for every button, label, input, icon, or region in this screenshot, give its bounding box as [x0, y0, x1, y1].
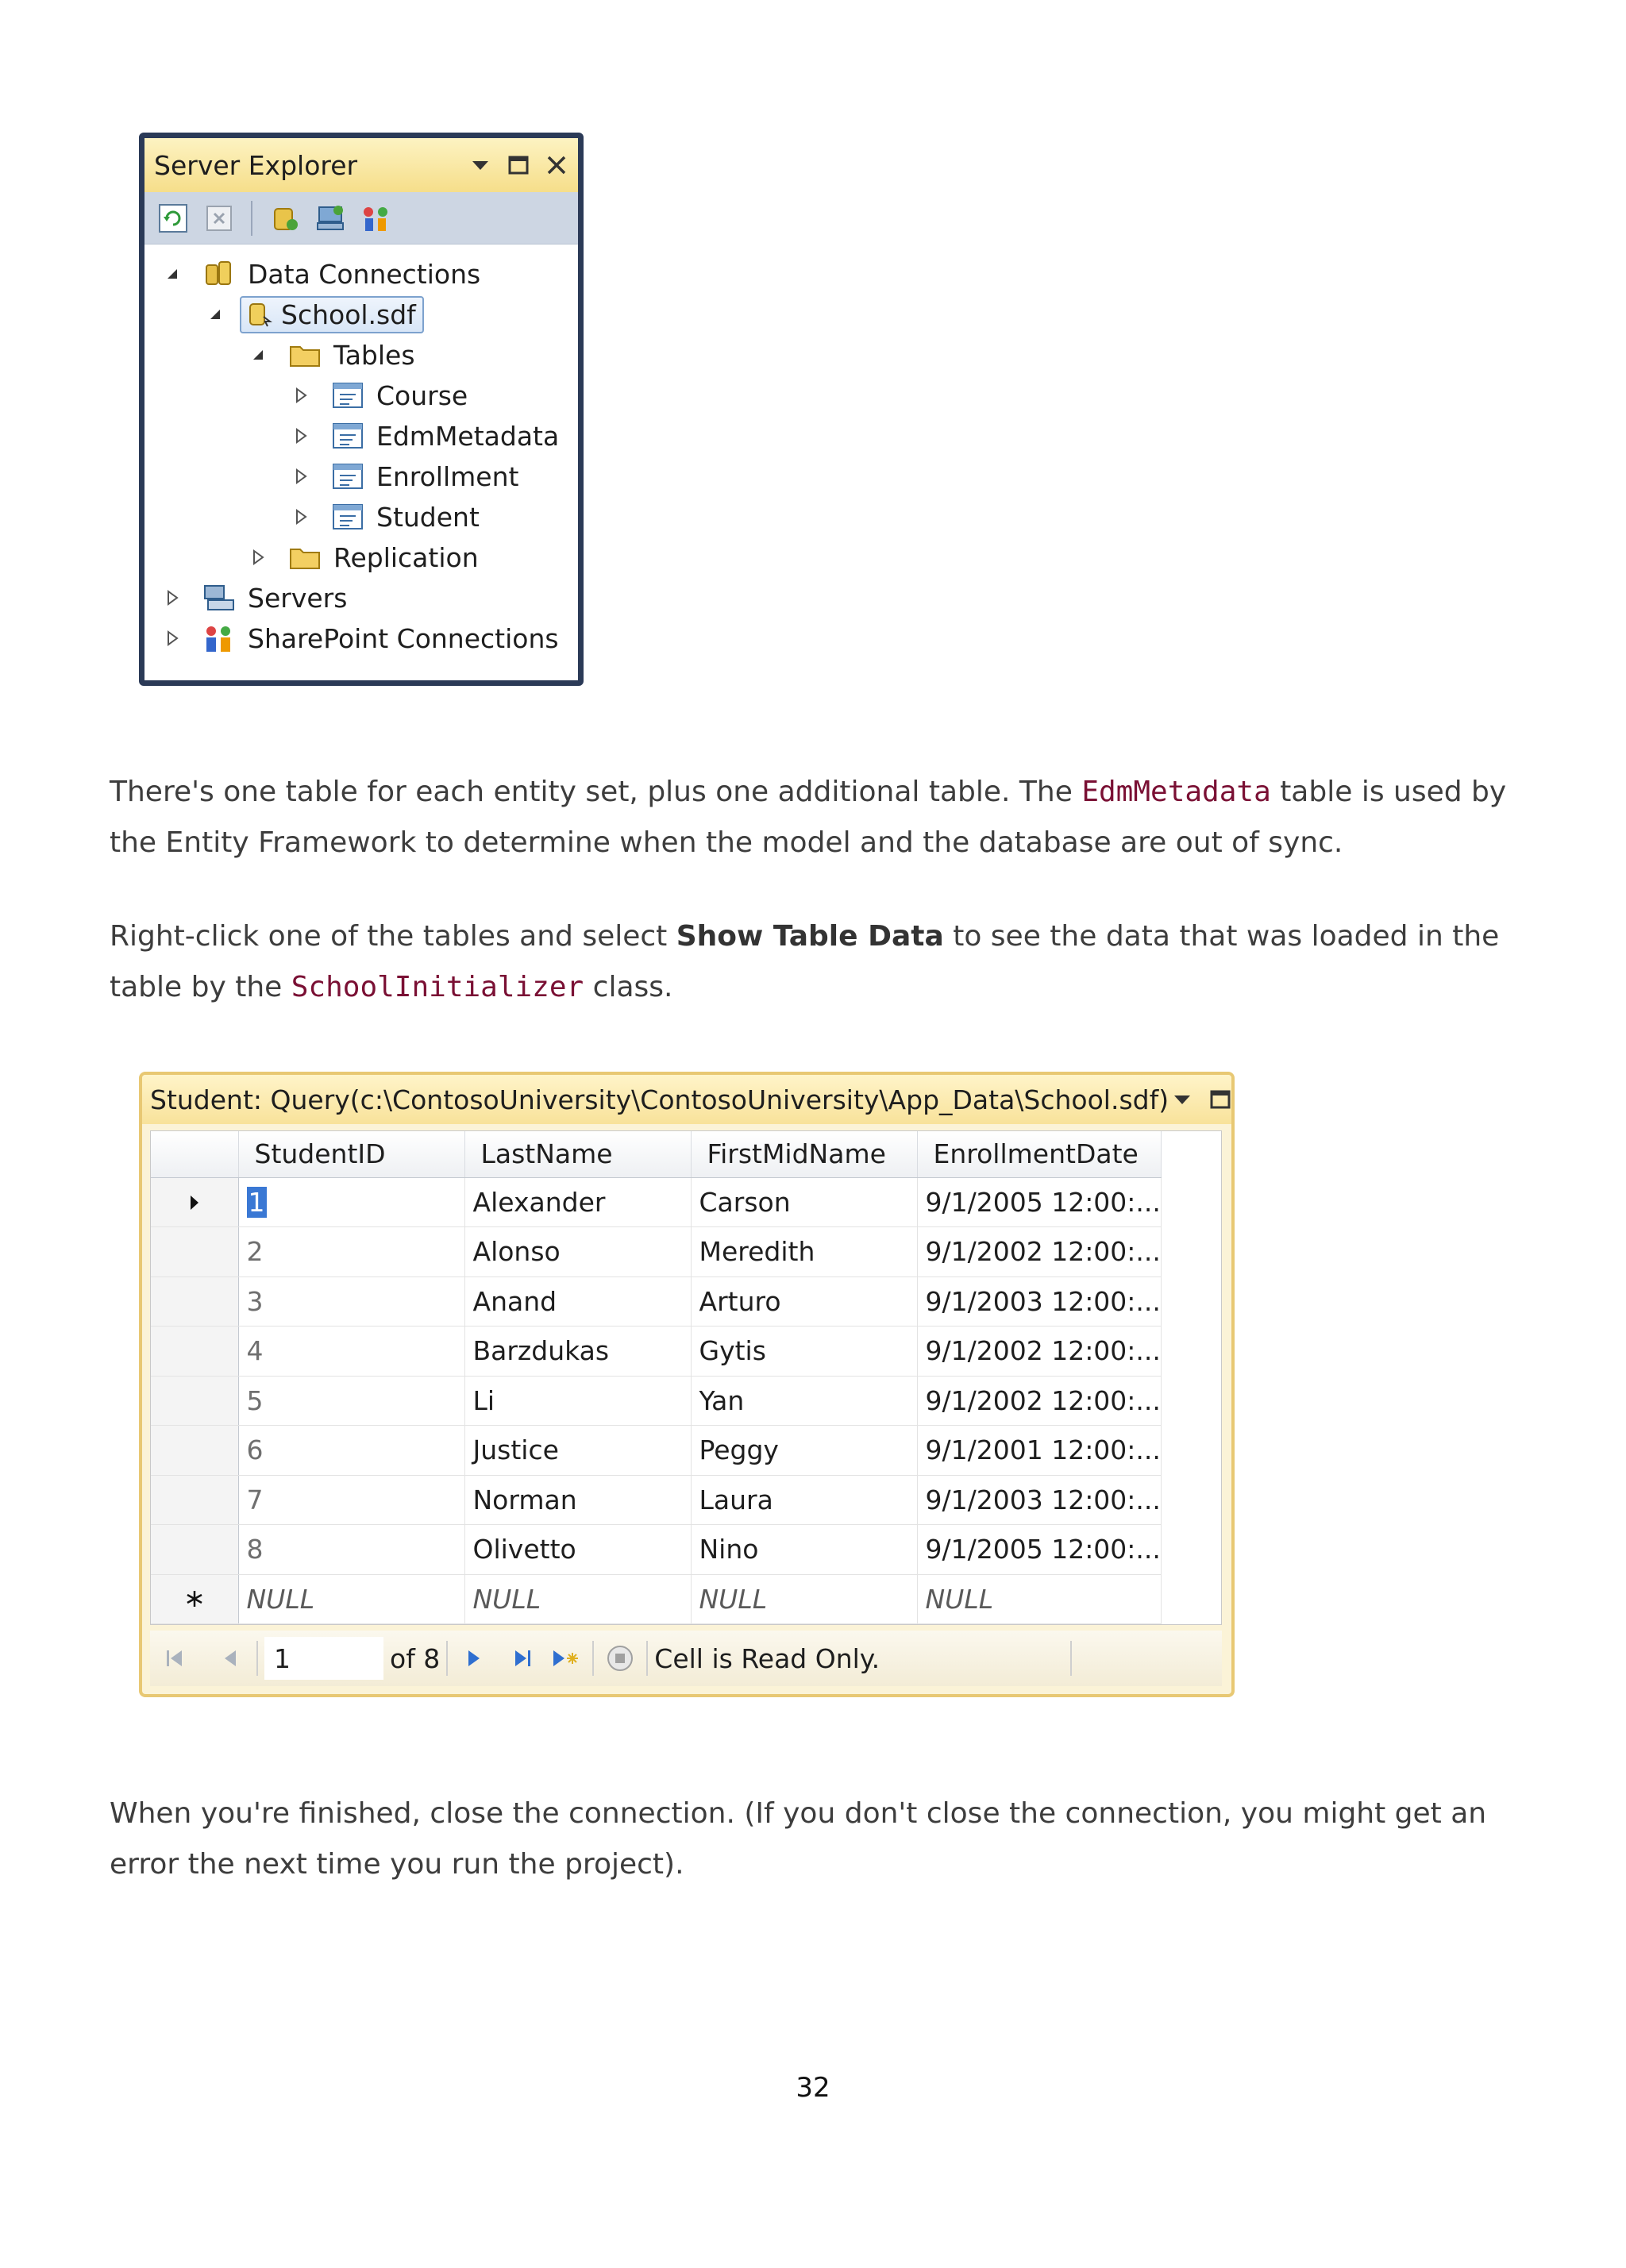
column-header-enrollmentdate[interactable]: EnrollmentDate [917, 1131, 1161, 1177]
current-row-indicator-icon[interactable] [151, 1177, 238, 1227]
table-row[interactable] [151, 1475, 1161, 1525]
server-explorer-titlebar [144, 138, 578, 192]
previous-record-icon[interactable] [210, 1638, 250, 1678]
collapsed-arrow-icon[interactable] [289, 428, 313, 444]
table-row[interactable] [151, 1376, 1161, 1426]
server-explorer-tree [144, 245, 578, 673]
server-explorer-toolbar [144, 192, 578, 245]
table-row[interactable] [151, 1227, 1161, 1277]
collapsed-arrow-icon[interactable] [160, 590, 184, 606]
tree-node-student[interactable] [289, 499, 483, 535]
tree-label-course: Course [376, 379, 468, 411]
column-header-firstmidname[interactable]: FirstMidName [691, 1131, 917, 1177]
bold-show-table-data: Show Table Data [676, 920, 944, 953]
nav-separator [646, 1641, 648, 1676]
table-icon [330, 460, 365, 492]
code-schoolinitializer: SchoolInitializer [291, 971, 584, 1003]
database-file-icon [248, 301, 273, 328]
maximize-icon[interactable] [505, 152, 532, 179]
query-window-title: Student: Query(c:\ContosoUniversity\ContosoUniversity\App_Data\School.sdf) [150, 1084, 1169, 1115]
position-input[interactable]: 1 [264, 1637, 383, 1680]
cell-lastname[interactable]: Norman [464, 1475, 691, 1525]
cell-studentid[interactable]: 7 [238, 1475, 464, 1525]
cell-null[interactable]: NULL [917, 1574, 1161, 1624]
collapsed-arrow-icon[interactable] [289, 468, 313, 484]
nav-separator [256, 1641, 258, 1676]
last-record-icon[interactable] [503, 1638, 543, 1678]
dropdown-icon[interactable] [467, 152, 494, 179]
row-header[interactable] [151, 1276, 238, 1327]
table-row[interactable] [151, 1276, 1161, 1327]
paragraph-close-connection: When you're finished, close the connection. (If you don't close the connection, you might get an error the next time you run the project). [110, 1797, 1487, 1881]
query-results-window [139, 1072, 1235, 1697]
cell-enrollmentdate[interactable]: 9/1/2003 12:00:... [917, 1276, 1161, 1327]
row-header[interactable] [151, 1475, 238, 1525]
tree-label-tables: Tables [333, 339, 415, 371]
para1-text-a: There's one table for each entity set, plus one additional table. The [110, 776, 1082, 808]
table-row[interactable] [151, 1426, 1161, 1476]
cell-null[interactable]: NULL [238, 1574, 464, 1624]
record-navigator [150, 1631, 1222, 1686]
tree-node-tables[interactable] [246, 337, 418, 373]
nav-separator [1070, 1641, 1072, 1676]
connect-to-server-icon[interactable] [313, 201, 348, 236]
new-record-icon[interactable] [546, 1638, 586, 1678]
row-header[interactable] [151, 1426, 238, 1476]
table-icon [330, 420, 365, 452]
cell-firstmidname[interactable]: Nino [691, 1525, 917, 1575]
server-explorer-panel [139, 133, 584, 686]
table-icon [330, 501, 365, 533]
row-header-corner [151, 1131, 238, 1177]
tree-node-school-sdf[interactable] [203, 296, 424, 333]
tree-label-sharepoint: SharePoint Connections [248, 622, 559, 654]
cell-lastname[interactable]: Li [464, 1376, 691, 1426]
tree-node-data-connections[interactable] [160, 256, 484, 292]
tree-node-enrollment[interactable] [289, 458, 522, 495]
toolbar-separator [251, 201, 252, 236]
expanded-arrow-icon[interactable] [203, 308, 227, 321]
results-grid[interactable] [150, 1130, 1222, 1625]
cell-enrollmentdate[interactable]: 9/1/2002 12:00:... [917, 1376, 1161, 1426]
expanded-arrow-icon[interactable] [246, 348, 270, 361]
para1-text-b: table is used by the Entity Framework to determine when the model and the database are out of sync. [110, 776, 1507, 859]
maximize-icon[interactable] [1207, 1086, 1234, 1113]
connect-to-sharepoint-icon[interactable] [359, 201, 394, 236]
cell-lastname[interactable]: Justice [464, 1426, 691, 1476]
row-header[interactable] [151, 1525, 238, 1575]
servers-icon [202, 582, 237, 614]
paragraph-show-table-data [110, 911, 1523, 1013]
cell-lastname[interactable]: Alexander [464, 1177, 691, 1227]
paragraph-tables-explanation [110, 767, 1523, 868]
collapsed-arrow-icon[interactable] [289, 509, 313, 525]
table-row[interactable] [151, 1327, 1161, 1377]
tree-label-edmmetadata: EdmMetadata [376, 420, 560, 452]
cell-studentid[interactable]: 8 [238, 1525, 464, 1575]
cell-lastname[interactable]: Alonso [464, 1227, 691, 1277]
tree-label-replication: Replication [333, 541, 479, 573]
stop-refresh-icon[interactable] [202, 201, 237, 236]
cell-lastname[interactable]: Barzdukas [464, 1327, 691, 1377]
table-row[interactable] [151, 1177, 1161, 1227]
close-icon[interactable] [543, 152, 570, 179]
cell-firstmidname[interactable]: Peggy [691, 1426, 917, 1476]
collapsed-arrow-icon[interactable] [289, 387, 313, 403]
collapsed-arrow-icon[interactable] [246, 549, 270, 565]
cell-firstmidname[interactable]: Yan [691, 1376, 917, 1426]
folder-icon [287, 339, 322, 371]
column-header-studentid[interactable]: StudentID [238, 1131, 464, 1177]
cell-studentid[interactable]: 5 [238, 1376, 464, 1426]
tree-label-school-sdf [240, 296, 424, 333]
cell-firstmidname[interactable]: Gytis [691, 1327, 917, 1377]
results-table [151, 1131, 1162, 1624]
folder-icon [287, 541, 322, 573]
cell-enrollmentdate[interactable]: 9/1/2005 12:00:... [917, 1525, 1161, 1575]
cell-lastname[interactable]: Anand [464, 1276, 691, 1327]
tree-node-course[interactable] [289, 377, 471, 414]
nav-separator [446, 1641, 448, 1676]
cell-null[interactable]: NULL [691, 1574, 917, 1624]
refresh-icon[interactable] [156, 201, 191, 236]
cell-studentid[interactable]: 2 [238, 1227, 464, 1277]
sharepoint-icon [202, 622, 237, 654]
cell-firstmidname[interactable]: Meredith [691, 1227, 917, 1277]
tree-label-student: Student [376, 501, 480, 533]
para2-text-a: Right-click one of the tables and select [110, 920, 676, 953]
expanded-arrow-icon[interactable] [160, 268, 184, 280]
row-header[interactable] [151, 1227, 238, 1277]
cell-enrollmentdate[interactable]: 9/1/2001 12:00:... [917, 1426, 1161, 1476]
new-row[interactable] [151, 1574, 1161, 1624]
cell-studentid[interactable]: 4 [238, 1327, 464, 1377]
next-record-icon[interactable] [454, 1638, 494, 1678]
new-row-asterisk-icon[interactable] [151, 1574, 238, 1624]
page-number: 32 [796, 2072, 830, 2104]
server-explorer-title: Server Explorer [154, 149, 358, 181]
cell-firstmidname[interactable]: Laura [691, 1475, 917, 1525]
tree-node-replication[interactable] [246, 539, 482, 576]
tree-node-servers[interactable] [160, 580, 350, 616]
table-icon [330, 379, 365, 411]
para2-text-c: class. [584, 971, 673, 1003]
cell-enrollmentdate[interactable]: 9/1/2002 12:00:... [917, 1327, 1161, 1377]
cell-studentid[interactable] [238, 1177, 464, 1227]
selected-cell-text: 1 [248, 1186, 265, 1218]
dropdown-icon[interactable] [1169, 1086, 1196, 1113]
header-row [151, 1131, 1161, 1177]
connect-to-database-icon[interactable] [267, 201, 302, 236]
tree-node-sharepoint[interactable] [160, 620, 562, 657]
cell-lastname[interactable]: Olivetto [464, 1525, 691, 1575]
cell-null[interactable]: NULL [464, 1574, 691, 1624]
collapsed-arrow-icon[interactable] [160, 630, 184, 646]
cell-enrollmentdate[interactable]: 9/1/2005 12:00:... [917, 1177, 1161, 1227]
cell-studentid[interactable]: 3 [238, 1276, 464, 1327]
stop-icon[interactable] [600, 1638, 640, 1678]
tree-node-edmmetadata[interactable] [289, 418, 562, 454]
database-icon [202, 258, 237, 290]
tree-label-enrollment: Enrollment [376, 460, 519, 492]
tree-label-data-connections: Data Connections [248, 258, 481, 290]
para2-text-b: to see the data that was loaded in the table by the [110, 920, 1500, 1003]
cell-enrollmentdate[interactable]: 9/1/2002 12:00:... [917, 1227, 1161, 1277]
status-text: Cell is Read Only. [654, 1642, 880, 1674]
table-row[interactable] [151, 1525, 1161, 1575]
column-header-lastname[interactable]: LastName [464, 1131, 691, 1177]
cell-enrollmentdate[interactable]: 9/1/2003 12:00:... [917, 1475, 1161, 1525]
cell-firstmidname[interactable]: Arturo [691, 1276, 917, 1327]
cell-firstmidname[interactable]: Carson [691, 1177, 917, 1227]
tree-label-servers: Servers [248, 582, 348, 614]
row-header[interactable] [151, 1327, 238, 1377]
school-sdf-text: School.sdf [281, 298, 416, 330]
nav-separator [592, 1641, 594, 1676]
cell-studentid[interactable]: 6 [238, 1426, 464, 1476]
query-window-titlebar [142, 1075, 1231, 1124]
code-edmmetadata: EdmMetadata [1081, 776, 1271, 808]
first-record-icon[interactable] [155, 1638, 195, 1678]
row-header[interactable] [151, 1376, 238, 1426]
record-count-label: of 8 [390, 1642, 441, 1674]
